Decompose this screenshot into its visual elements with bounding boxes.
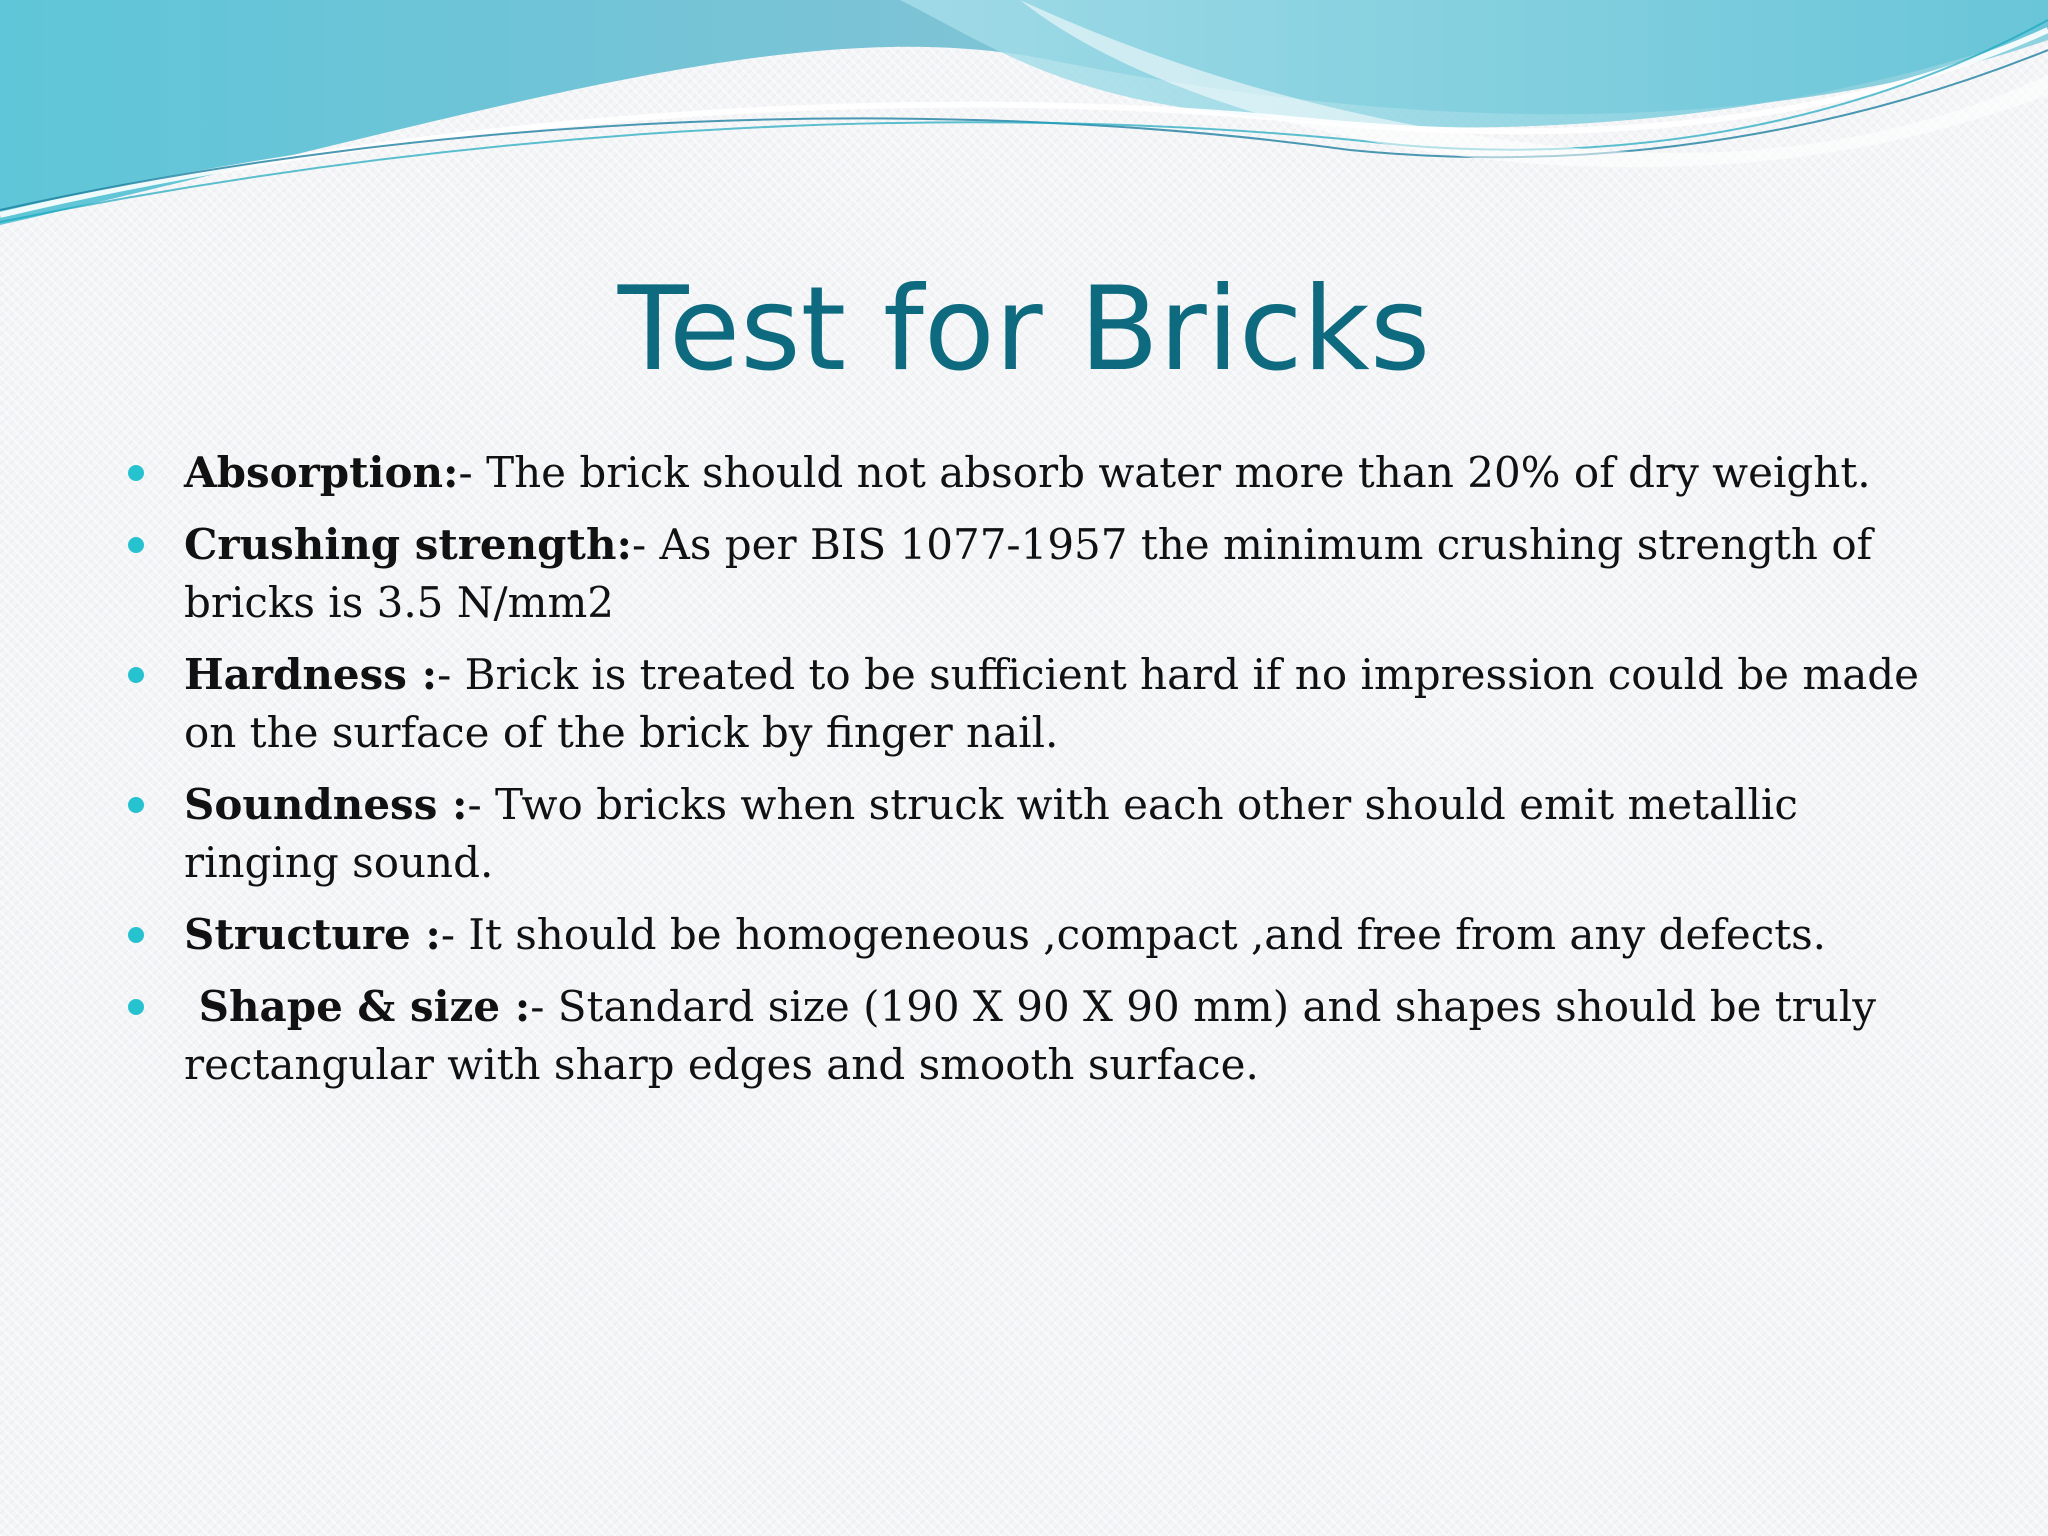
bullet-label: Shape & size :: [184, 982, 531, 1031]
bullet-label: Structure :: [184, 910, 441, 959]
list-item-shape-size: [184, 978, 1954, 1094]
list-item-crushing-strength: [184, 516, 1954, 632]
bullet-label: Crushing strength:: [184, 520, 632, 569]
bullet-dot-icon: [128, 667, 144, 683]
bullet-dot-icon: [128, 797, 144, 813]
list-item-absorption: [184, 444, 1954, 502]
list-item-hardness: [184, 646, 1954, 762]
bullet-text: - Two bricks when struck with each other should emit metallic ringing sound.: [184, 780, 1798, 887]
bullet-text: - It should be homogeneous ,compact ,and free from any defects.: [440, 910, 1827, 959]
header-wave-decoration: [0, 0, 2048, 240]
bullet-text: - The brick should not absorb water more than 20% of dry weight.: [458, 448, 1871, 497]
bullet-dot-icon: [128, 927, 144, 943]
bullet-list: [184, 444, 1954, 1108]
bullet-dot-icon: [128, 465, 144, 481]
bullet-dot-icon: [128, 999, 144, 1015]
bullet-label: Absorption:: [184, 448, 459, 497]
list-item-structure: [184, 906, 1954, 964]
bullet-text: - Standard size (190 X 90 X 90 mm) and shapes should be truly rectangular with sharp edges and smooth surface.: [184, 982, 1876, 1089]
bullet-dot-icon: [128, 537, 144, 553]
bullet-text: - As per BIS 1077-1957 the minimum crushing strength of bricks is 3.5 N/mm2: [184, 520, 1873, 627]
bullet-label: Hardness :: [184, 650, 438, 699]
bullet-text: - Brick is treated to be sufficient hard if no impression could be made on the surface of the brick by finger nail.: [184, 650, 1919, 757]
list-item-soundness: [184, 776, 1954, 892]
bullet-label: Soundness :: [184, 780, 468, 829]
slide-title: Test for Bricks: [617, 262, 1431, 397]
